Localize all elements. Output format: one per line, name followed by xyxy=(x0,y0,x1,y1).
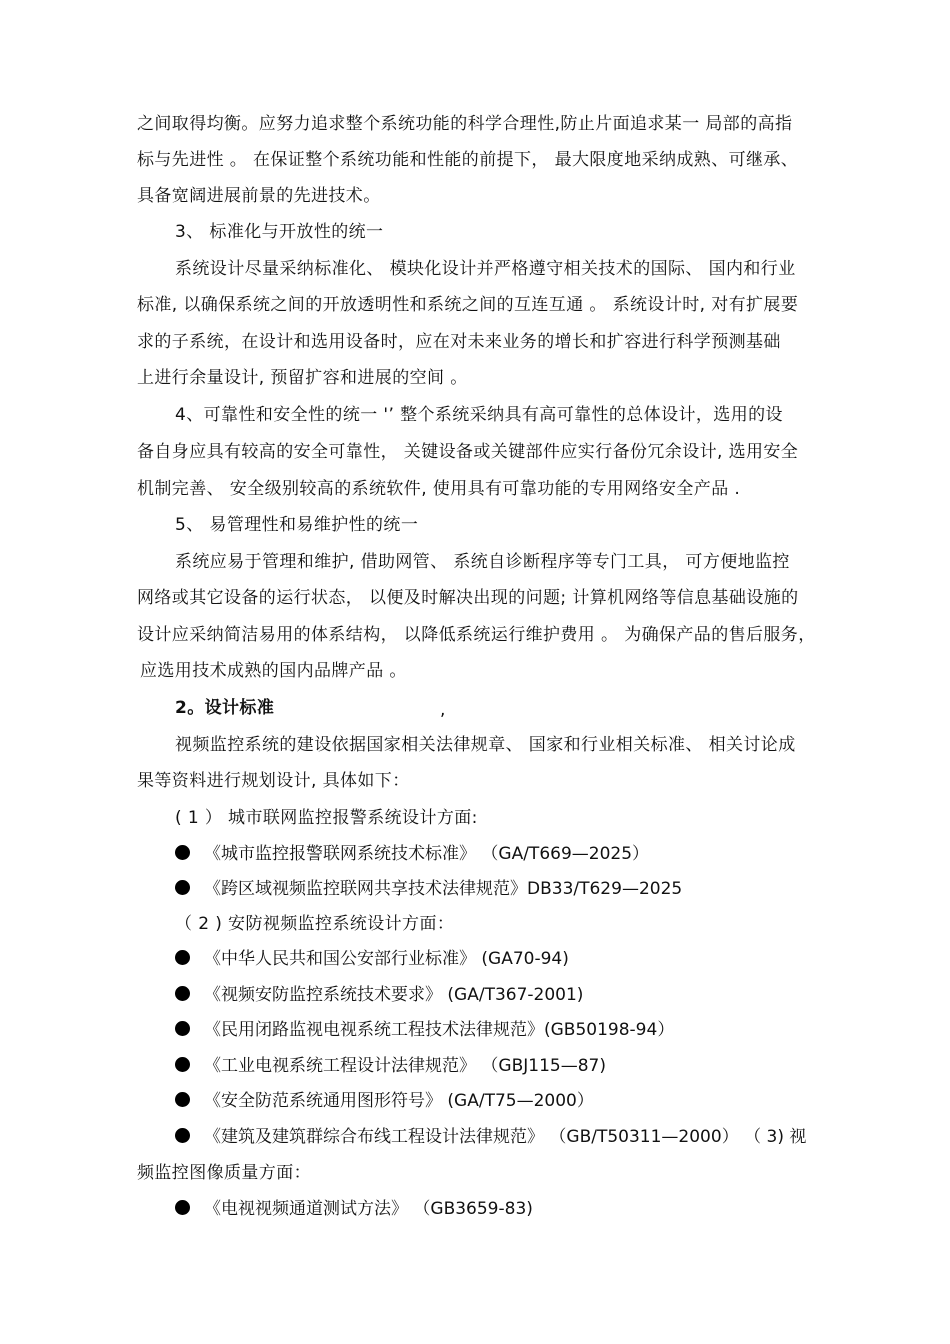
paragraph-line: 具备宽阔进展前景的先进技术。 xyxy=(137,186,381,206)
paragraph-line: 果等资料进行规划设计, 具体如下： xyxy=(137,771,410,791)
list-item-text: 《安全防范系统通用图形符号》 (GA/T75—2000） xyxy=(204,1091,594,1111)
paragraph-line: 上进行余量设计, 预留扩容和进展的空间 。 xyxy=(137,368,468,388)
list-item xyxy=(175,983,583,1007)
list-item xyxy=(175,1089,594,1113)
list-item xyxy=(175,1018,674,1042)
bullet-icon xyxy=(175,950,190,965)
stray-comma: , xyxy=(440,700,446,720)
bullet-icon xyxy=(175,1092,190,1107)
section-heading: 3、 标准化与开放性的统一 xyxy=(175,222,384,242)
paragraph-line: 设计应采纳简洁易用的体系结构， 以降低系统运行维护费用 。 为确保产品的售后服务， xyxy=(137,625,816,645)
paragraph-line: 系统应易于管理和维护, 借助网管、 系统自诊断程序等专门工具， 可方便地监控 xyxy=(175,552,790,572)
bullet-icon xyxy=(175,1057,190,1072)
paragraph-line: 网络或其它设备的运行状态， 以便及时解决出现的问题; 计算机网络等信息基础设施的 xyxy=(137,588,799,608)
paragraph-line: 4、可靠性和安全性的统一 '’ 整个系统采纳具有高可靠性的总体设计，选用的设 xyxy=(175,405,783,425)
list-item-text: 《民用闭路监视电视系统工程技术法律规范》(GB50198-94） xyxy=(204,1020,675,1040)
paragraph-line: 视频监控系统的建设依据国家相关法律规章、 国家和行业相关标准、 相关讨论成 xyxy=(175,735,796,755)
list-item xyxy=(175,1125,806,1149)
subsection-heading: ( 1 ） 城市联网监控报警系统设计方面: xyxy=(175,808,478,828)
paragraph-line: 频监控图像质量方面： xyxy=(137,1163,311,1183)
list-item-text: 《跨区域视频监控联网共享技术法律规范》DB33/T629—2025 xyxy=(204,879,683,899)
paragraph-line: 求的子系统，在设计和选用设备时，应在对未来业务的增长和扩容进行科学预测基础 xyxy=(137,332,781,352)
list-item-text: 《中华人民共和国公安部行业标准》 (GA70-94) xyxy=(204,949,569,969)
subsection-heading: （ 2 ) 安防视频监控系统设计方面： xyxy=(175,914,455,934)
list-item xyxy=(175,947,569,971)
list-item-text: 《城市监控报警联网系统技术标准》 （GA/T669—2025） xyxy=(204,844,650,864)
paragraph-line: 应选用技术成熟的国内品牌产品 。 xyxy=(140,661,407,681)
section-heading: 5、 易管理性和易维护性的统一 xyxy=(175,515,419,535)
paragraph-line: 标与先进性 。 在保证整个系统功能和性能的前提下， 最大限度地采纳成熟、可继承、 xyxy=(137,150,799,170)
bullet-icon xyxy=(175,1128,190,1143)
list-item-text: 《工业电视系统工程设计法律规范》 （GBJ115—87) xyxy=(204,1056,606,1076)
bullet-icon xyxy=(175,845,190,860)
paragraph-line: 机制完善、 安全级别较高的系统软件, 使用具有可靠功能的专用网络安全产品 . xyxy=(137,479,741,499)
paragraph-line: 标准, 以确保系统之间的开放透明性和系统之间的互连互通 。 系统设计时, 对有扩展要 xyxy=(137,295,799,315)
list-item-text: 《建筑及建筑群综合布线工程设计法律规范》 （GB/T50311—2000） （ 3) 视 xyxy=(204,1127,807,1147)
bullet-icon xyxy=(175,1200,190,1215)
list-item xyxy=(175,1197,533,1221)
paragraph-line: 系统设计尽量采纳标准化、 模块化设计并严格遵守相关技术的国际、 国内和行业 xyxy=(175,259,796,279)
paragraph-line: 备自身应具有较高的安全可靠性， 关键设备或关键部件应实行备份冗余设计, 选用安全 xyxy=(137,442,799,462)
bullet-icon xyxy=(175,986,190,1001)
list-item xyxy=(175,1054,606,1078)
list-item xyxy=(175,877,682,901)
paragraph-line: 之间取得均衡。应努力追求整个系统功能的科学合理性,防止片面追求某一 局部的高指 xyxy=(137,114,793,134)
bullet-icon xyxy=(175,880,190,895)
list-item-text: 《视频安防监控系统技术要求》 (GA/T367-2001) xyxy=(204,985,584,1005)
bullet-icon xyxy=(175,1021,190,1036)
list-item xyxy=(175,842,649,866)
list-item-text: 《电视视频通道测试方法》 （GB3659-83) xyxy=(204,1199,533,1219)
section-heading: 2。设计标准 xyxy=(175,698,275,718)
